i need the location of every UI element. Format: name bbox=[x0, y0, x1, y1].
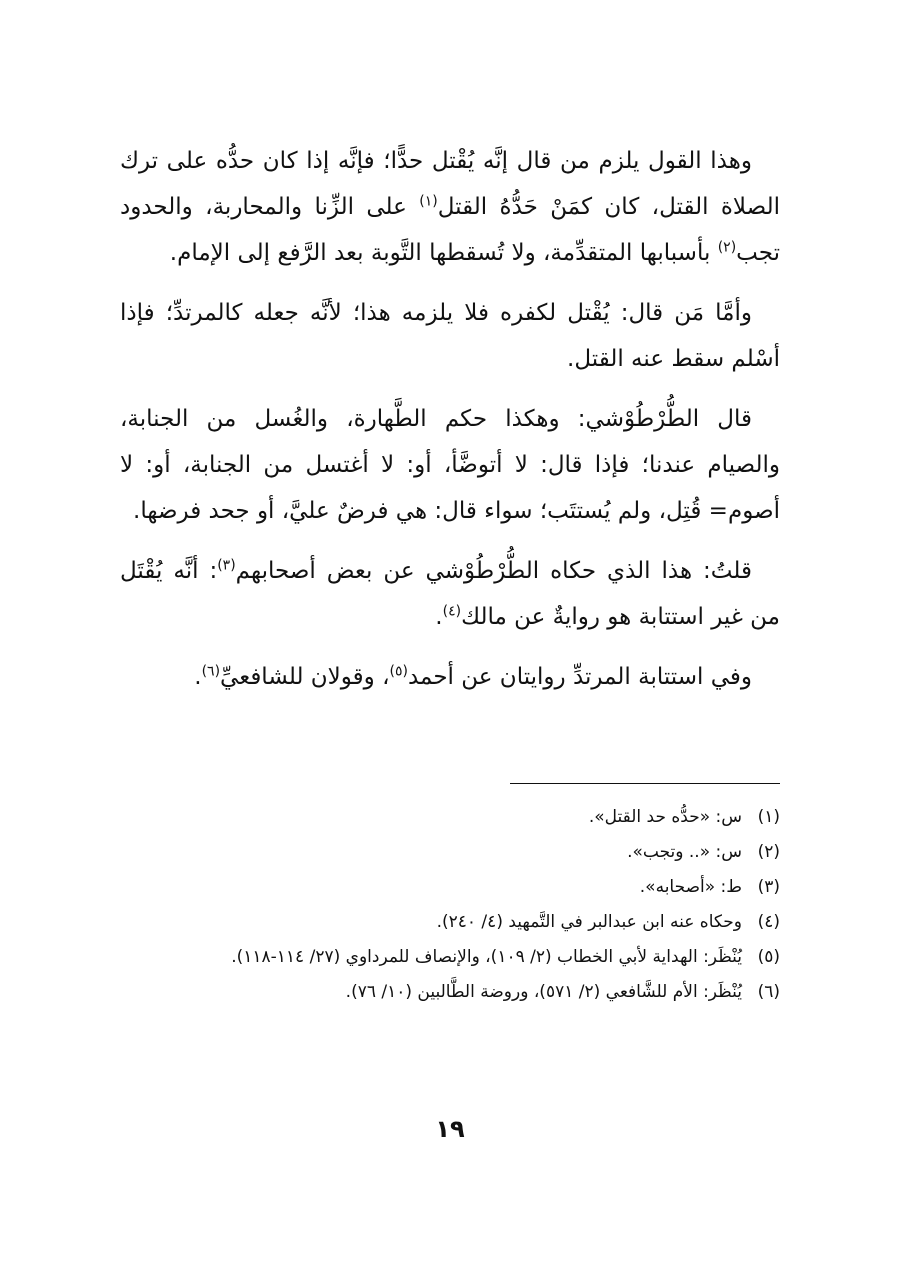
paragraph-2: وأمَّا مَن قال: يُقْتل لكفره فلا يلزمه هذا؛ لأنَّه جعله كالمرتدِّ؛ فإذا أسْلم سقط عنه القتل. bbox=[120, 300, 780, 372]
main-text bbox=[120, 138, 780, 714]
paragraph-5-part-b: ، وقولان للشافعيِّ bbox=[220, 664, 390, 690]
footnote-item bbox=[120, 905, 780, 940]
footnote-number: (٢) bbox=[757, 842, 780, 862]
footnote-number: (١) bbox=[757, 807, 780, 827]
footnote-ref-2: (٢) bbox=[717, 239, 737, 256]
paragraph-5-part-a: وفي استتابة المرتدِّ روايتان عن أحمد bbox=[407, 664, 752, 690]
paragraph-4-part-c: . bbox=[435, 604, 443, 630]
footnote-item bbox=[120, 940, 780, 975]
footnote-ref-5: (٥) bbox=[389, 663, 408, 680]
footnote-text: يُنْظَر: الهداية لأبي الخطاب (٢/ ١٠٩)، والإنصاف للمرداوي (٢٧/ ١١٤-١١٨). bbox=[231, 947, 742, 967]
footnote-item bbox=[120, 870, 780, 905]
footnote-ref-1: (١) bbox=[419, 193, 438, 210]
footnote-separator bbox=[510, 783, 780, 784]
footnote-number: (٦) bbox=[757, 982, 780, 1002]
footnote-text: يُنْظَر: الأم للشَّافعي (٢/ ٥٧١)، وروضة الطَّالبين (١٠/ ٧٦). bbox=[345, 982, 742, 1002]
paragraph-5 bbox=[120, 654, 780, 700]
paragraph-4-part-a: قلتُ: هذا الذي حكاه الطُّرْطُوْشي عن بعض أصحابهم bbox=[235, 558, 752, 584]
footnote-item bbox=[120, 800, 780, 835]
footnote-text: وحكاه عنه ابن عبدالبر في التَّمهيد (٤/ ٢٤٠). bbox=[436, 912, 742, 932]
footnote-text: س: «حدُّه حد القتل». bbox=[588, 807, 742, 827]
paragraph-4-part-b: : أنَّه يُقْتَل من غير استتابة هو روايةٌ عن مالك bbox=[120, 558, 780, 630]
paragraph-4 bbox=[120, 548, 780, 640]
paragraph-1-part-a: وهذا القول يلزم من قال إنَّه يُقْتل حدًّا؛ فإنَّه إذا كان حدُّه على ترك الصلاة القتل، كان كمَنْ حَدُّهُ القتل bbox=[120, 148, 780, 220]
footnote-ref-6: (٦) bbox=[201, 663, 221, 680]
paragraph-1 bbox=[120, 138, 780, 276]
footnote-item bbox=[120, 835, 780, 870]
footnote-number: (٥) bbox=[757, 947, 780, 967]
footnote-number: (٤) bbox=[757, 912, 780, 932]
footnote-text: س: «.. وتجب». bbox=[627, 842, 742, 862]
paragraph-3: قال الطُّرْطُوْشي: وهكذا حكم الطَّهارة، والغُسل من الجنابة، والصيام عندنا؛ فإذا قال: لا أتوضَّأ، أو: لا أغتسل من الجنابة، أو: لا أصوم= قُتِل، ولم يُستتَب؛ سواء قال: هي فرضٌ عليَّ، أو جحد فرضها. bbox=[120, 406, 780, 524]
footnotes bbox=[120, 800, 780, 1010]
footnote-item bbox=[120, 975, 780, 1010]
paragraph-1-part-c: بأسبابها المتقدِّمة، ولا تُسقطها التَّوبة بعد الرَّفع إلى الإمام. bbox=[169, 240, 718, 266]
footnote-text: ط: «أصحابه». bbox=[639, 877, 742, 897]
footnote-ref-3: (٣) bbox=[217, 557, 236, 574]
paragraph-1-part-b: على الزِّنا والمحاربة، والحدود تجب bbox=[120, 194, 780, 266]
paragraph-5-part-c: . bbox=[194, 664, 202, 690]
footnote-number: (٣) bbox=[757, 877, 780, 897]
footnote-ref-4: (٤) bbox=[442, 603, 462, 620]
page-number: ١٩ bbox=[435, 1115, 465, 1143]
book-page bbox=[120, 0, 780, 1271]
